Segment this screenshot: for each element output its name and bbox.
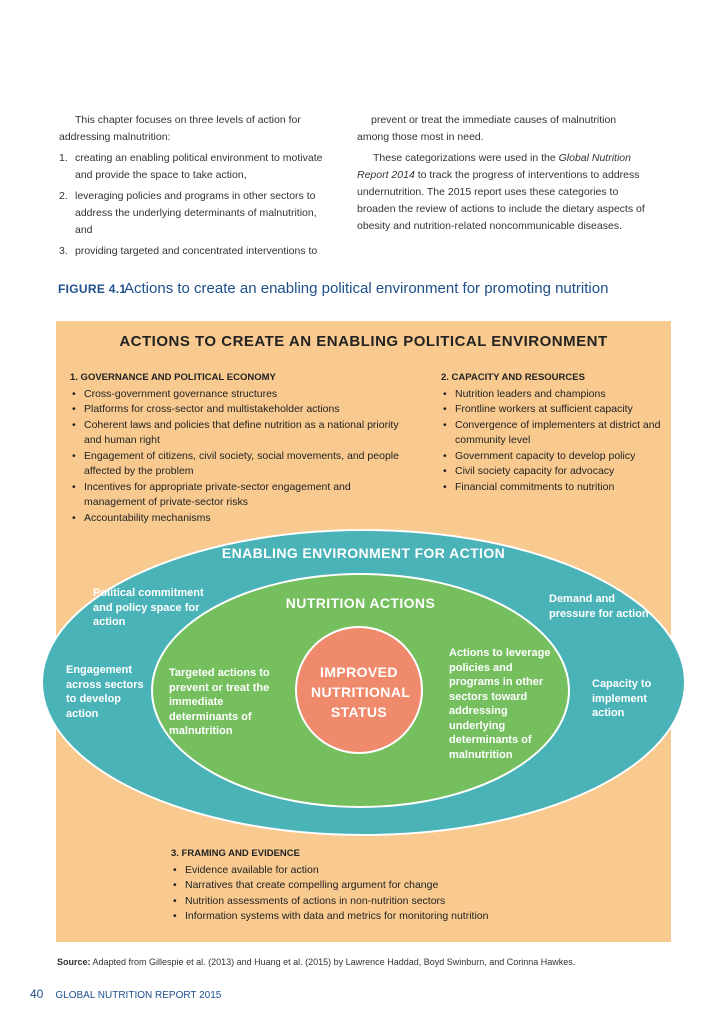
list-item: • Narratives that create compelling argument for change bbox=[171, 878, 591, 894]
enabling-environment-title: ENABLING ENVIRONMENT FOR ACTION bbox=[221, 545, 506, 561]
governance-heading: 1. GOVERNANCE AND POLITICAL ECONOMY bbox=[70, 372, 276, 383]
list-item: • Incentives for appropriate private-sector engagement and management of private-sector risks bbox=[70, 480, 400, 511]
political-commitment-label: Political commitment and policy space for action bbox=[93, 587, 204, 628]
governance-section bbox=[70, 370, 400, 526]
engagement-label: Engagement across sectors to develop action bbox=[66, 664, 144, 720]
leverage-actions-label: Actions to leverage policies and programs in other sectors toward addressing underlying determinants of malnutrition bbox=[449, 647, 551, 761]
framing-section bbox=[171, 846, 591, 925]
list-item: 3. providing targeted and concentrated interventions to bbox=[59, 245, 318, 257]
governance-list bbox=[70, 387, 400, 527]
page-number: 40 bbox=[30, 987, 44, 1001]
list-item: • Frontline workers at sufficient capacity bbox=[441, 402, 666, 418]
report-title-italic: Global Nutrition Report 2014 bbox=[357, 152, 631, 181]
figure-title: Actions to create an enabling political environment for promoting nutrition bbox=[124, 280, 609, 297]
improved-status-label: IMPROVED NUTRITIONAL STATUS bbox=[311, 664, 411, 720]
list-item: • Evidence available for action bbox=[171, 863, 591, 879]
targeted-actions-label: Targeted actions to prevent or treat the immediate determinants of malnutrition bbox=[169, 667, 270, 737]
panel-title: ACTIONS TO CREATE AN ENABLING POLITICAL ENVIRONMENT bbox=[119, 333, 608, 350]
list-item: 1. creating an enabling political environment to motivate and provide the space to take action, bbox=[59, 152, 323, 181]
framing-list bbox=[171, 863, 591, 925]
list-item: • Civil society capacity for advocacy bbox=[441, 464, 666, 480]
list-item: • Financial commitments to nutrition bbox=[441, 480, 666, 496]
list-item: • Coherent laws and policies that define nutrition as a national priority and human right bbox=[70, 418, 400, 449]
list-item: • Platforms for cross-sector and multistakeholder actions bbox=[70, 402, 400, 418]
nutrition-actions-title: NUTRITION ACTIONS bbox=[285, 595, 436, 611]
categorization-paragraph: These categorizations were used in the Global Nutrition Report 2014 to track the progress of interventions to address undernutrition. The 2015 report uses these categories to broaden the review of actions to include the dietary aspects of obesity and nutrition-related noncommunicable diseases. bbox=[357, 152, 645, 232]
framing-heading: 3. FRAMING AND EVIDENCE bbox=[171, 848, 300, 859]
list-item: • Government capacity to develop policy bbox=[441, 449, 666, 465]
capacity-implement-label: Capacity to implement action bbox=[592, 678, 652, 719]
intro-right-column bbox=[357, 112, 647, 235]
source-note: Source: Adapted from Gillespie et al. (2013) and Huang et al. (2015) by Lawrence Haddad, Boyd Swinburn, and Corinna Hawkes. bbox=[57, 957, 576, 967]
intro-paragraph: This chapter focuses on three levels of action for addressing malnutrition: bbox=[59, 114, 301, 143]
action-levels-list bbox=[59, 150, 337, 260]
list-item: • Cross-government governance structures bbox=[70, 387, 400, 403]
figure-label: FIGURE 4.1 bbox=[58, 282, 127, 296]
capacity-heading: 2. CAPACITY AND RESOURCES bbox=[441, 372, 585, 383]
list-item: • Nutrition assessments of actions in non-nutrition sectors bbox=[171, 894, 591, 910]
list-item: • Accountability mechanisms bbox=[70, 511, 400, 527]
list-item: 2. leveraging policies and programs in other sectors to address the underlying determinants of malnutrition, and bbox=[59, 190, 317, 236]
capacity-section bbox=[441, 370, 666, 495]
intro-left-column bbox=[59, 112, 337, 260]
report-name: GLOBAL NUTRITION REPORT 2015 bbox=[55, 990, 222, 1001]
demand-label: Demand and pressure for action bbox=[549, 593, 649, 620]
capacity-list bbox=[441, 387, 666, 496]
list-item: • Convergence of implementers at district and community level bbox=[441, 418, 666, 449]
list-item: • Engagement of citizens, civil society, social movements, and people affected by the problem bbox=[70, 449, 400, 480]
continued-paragraph: prevent or treat the immediate causes of malnutrition among those most in need. bbox=[357, 114, 617, 143]
list-item: • Information systems with data and metrics for monitoring nutrition bbox=[171, 909, 591, 925]
page-footer bbox=[30, 987, 221, 1001]
list-item: • Nutrition leaders and champions bbox=[441, 387, 666, 403]
